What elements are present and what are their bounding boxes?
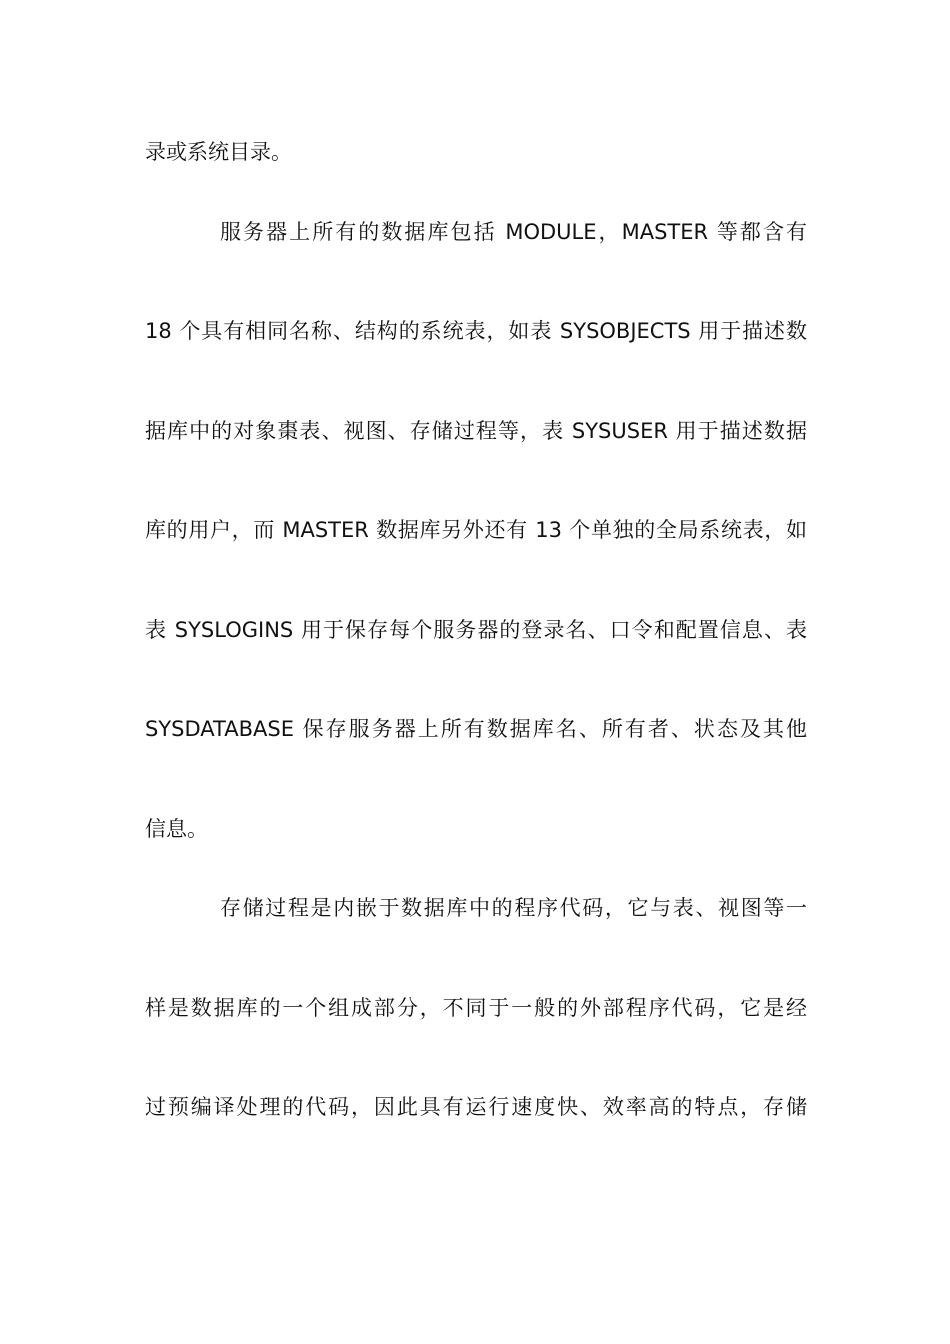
paragraph-2-line-1: 服务器上所有的数据库包括 MODULE，MASTER 等都含有 — [220, 220, 807, 244]
paragraph-1-line-1: 录或系统目录。 — [145, 140, 292, 164]
paragraph-2-line-5: 表 SYSLOGINS 用于保存每个服务器的登录名、口令和配置信息、表 — [145, 618, 807, 642]
paragraph-2-line-4: 库的用户，而 MASTER 数据库另外还有 13 个单独的全局系统表，如 — [145, 518, 807, 542]
paragraph-3-line-2: 样是数据库的一个组成部分，不同于一般的外部程序代码，它是经 — [145, 996, 807, 1020]
paragraph-3-line-3: 过预编译处理的代码，因此具有运行速度快、效率高的特点，存储 — [145, 1095, 807, 1119]
paragraph-2-line-3: 据库中的对象棗表、视图、存储过程等，表 SYSUSER 用于描述数据 — [145, 419, 807, 443]
paragraph-2-line-6: SYSDATABASE 保存服务器上所有数据库名、所有者、状态及其他 — [145, 717, 807, 741]
paragraph-3-line-1: 存储过程是内嵌于数据库中的程序代码，它与表、视图等一 — [220, 896, 807, 920]
paragraph-2-line-2: 18 个具有相同名称、结构的系统表，如表 SYSOBJECTS 用于描述数 — [145, 319, 807, 343]
paragraph-2-line-7: 信息。 — [145, 817, 208, 841]
